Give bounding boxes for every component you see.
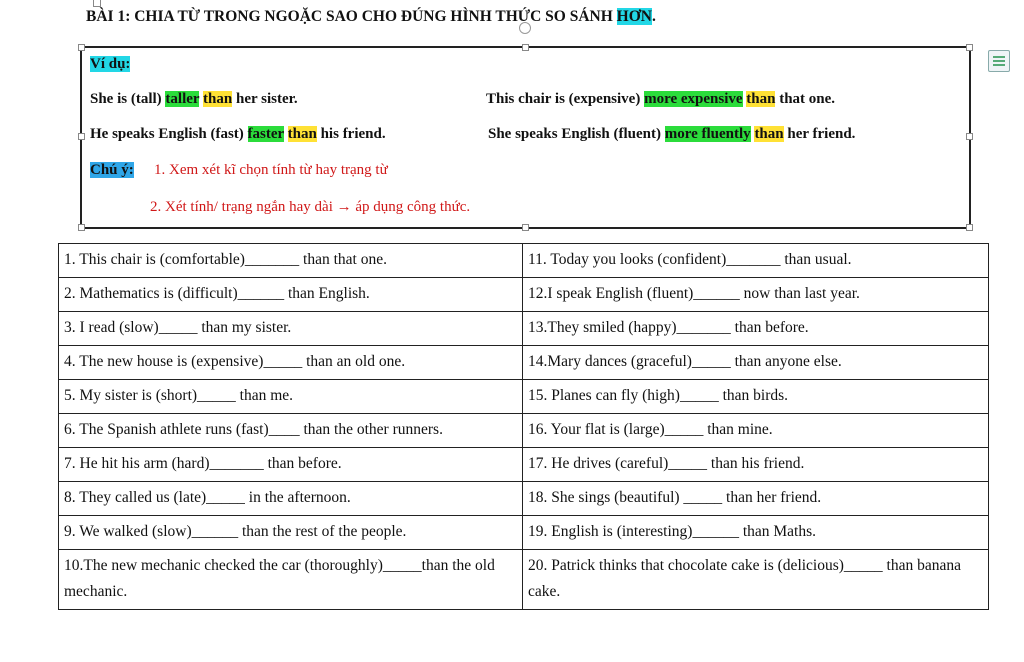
title-text: BÀI 1: CHIA TỪ TRONG NGOẶC SAO CHO ĐÚNG HÌNH THỨC SO SÁNH [86,8,617,25]
exercise-cell[interactable]: 11. Today you looks (confident)_______ than usual. [523,244,989,278]
exercise-cell[interactable]: 12.I speak English (fluent)______ now than last year. [523,278,989,312]
example-sentence: She is (tall) taller than her sister. [90,91,298,107]
exercise-cell[interactable]: 16. Your flat is (large)_____ than mine. [523,414,989,448]
table-row [59,482,989,516]
exercise-cell[interactable]: 20. Patrick thinks that chocolate cake is (delicious)_____ than banana cake. [523,550,989,610]
note-item: 1. Xem xét kĩ chọn tính từ hay trạng từ [154,162,388,178]
resize-handle-icon[interactable] [78,44,85,51]
table-row [59,312,989,346]
note-label: Chú ý: [90,162,134,178]
table-row [59,414,989,448]
exercise-cell[interactable]: 5. My sister is (short)_____ than me. [59,380,523,414]
table-row [59,448,989,482]
rotate-handle-icon[interactable] [519,22,531,34]
exercise-cell[interactable]: 3. I read (slow)_____ than my sister. [59,312,523,346]
exercise-cell[interactable]: 7. He hit his arm (hard)_______ than before. [59,448,523,482]
example-sentence: She speaks English (fluent) more fluently than her friend. [488,126,856,142]
exercise-cell[interactable]: 15. Planes can fly (high)_____ than birds. [523,380,989,414]
example-sentence: He speaks English (fast) faster than his friend. [90,126,386,142]
exercise-cell[interactable]: 6. The Spanish athlete runs (fast)____ than the other runners. [59,414,523,448]
exercise-cell[interactable]: 1. This chair is (comfortable)_______ than that one. [59,244,523,278]
example-sentence: This chair is (expensive) more expensive than that one. [486,91,836,107]
table-row [59,278,989,312]
note-item: 2. Xét tính/ trạng ngắn hay dài → áp dụng công thức. [150,199,471,215]
layout-options-icon[interactable] [988,50,1010,72]
exercise-cell[interactable]: 10.The new mechanic checked the car (thoroughly)_____than the old mechanic. [59,550,523,610]
table-row [59,550,989,610]
resize-handle-icon[interactable] [78,133,85,140]
resize-handle-icon[interactable] [522,44,529,51]
exercise-cell[interactable]: 4. The new house is (expensive)_____ than an old one. [59,346,523,380]
resize-handle-icon[interactable] [966,44,973,51]
example-label: Ví dụ: [90,56,131,72]
resize-handle-icon[interactable] [78,224,85,231]
title-tail: . [651,8,656,25]
example-textbox[interactable] [80,46,971,229]
exercise-table [58,243,989,610]
exercise-cell[interactable]: 19. English is (interesting)______ than Maths. [523,516,989,550]
page-corner-mark [93,0,101,7]
exercise-cell[interactable]: 8. They called us (late)_____ in the afternoon. [59,482,523,516]
title-highlight: HƠN [616,8,652,25]
exercise-cell[interactable]: 17. He drives (careful)_____ than his friend. [523,448,989,482]
table-row [59,516,989,550]
exercise-cell[interactable]: 14.Mary dances (graceful)_____ than anyone else. [523,346,989,380]
resize-handle-icon[interactable] [966,133,973,140]
table-row [59,346,989,380]
exercise-cell[interactable]: 18. She sings (beautiful) _____ than her friend. [523,482,989,516]
page-title [86,8,656,26]
exercise-cell[interactable]: 9. We walked (slow)______ than the rest of the people. [59,516,523,550]
resize-handle-icon[interactable] [966,224,973,231]
exercise-cell[interactable]: 13.They smiled (happy)_______ than before. [523,312,989,346]
resize-handle-icon[interactable] [522,224,529,231]
table-row [59,244,989,278]
table-row [59,380,989,414]
exercise-cell[interactable]: 2. Mathematics is (difficult)______ than English. [59,278,523,312]
